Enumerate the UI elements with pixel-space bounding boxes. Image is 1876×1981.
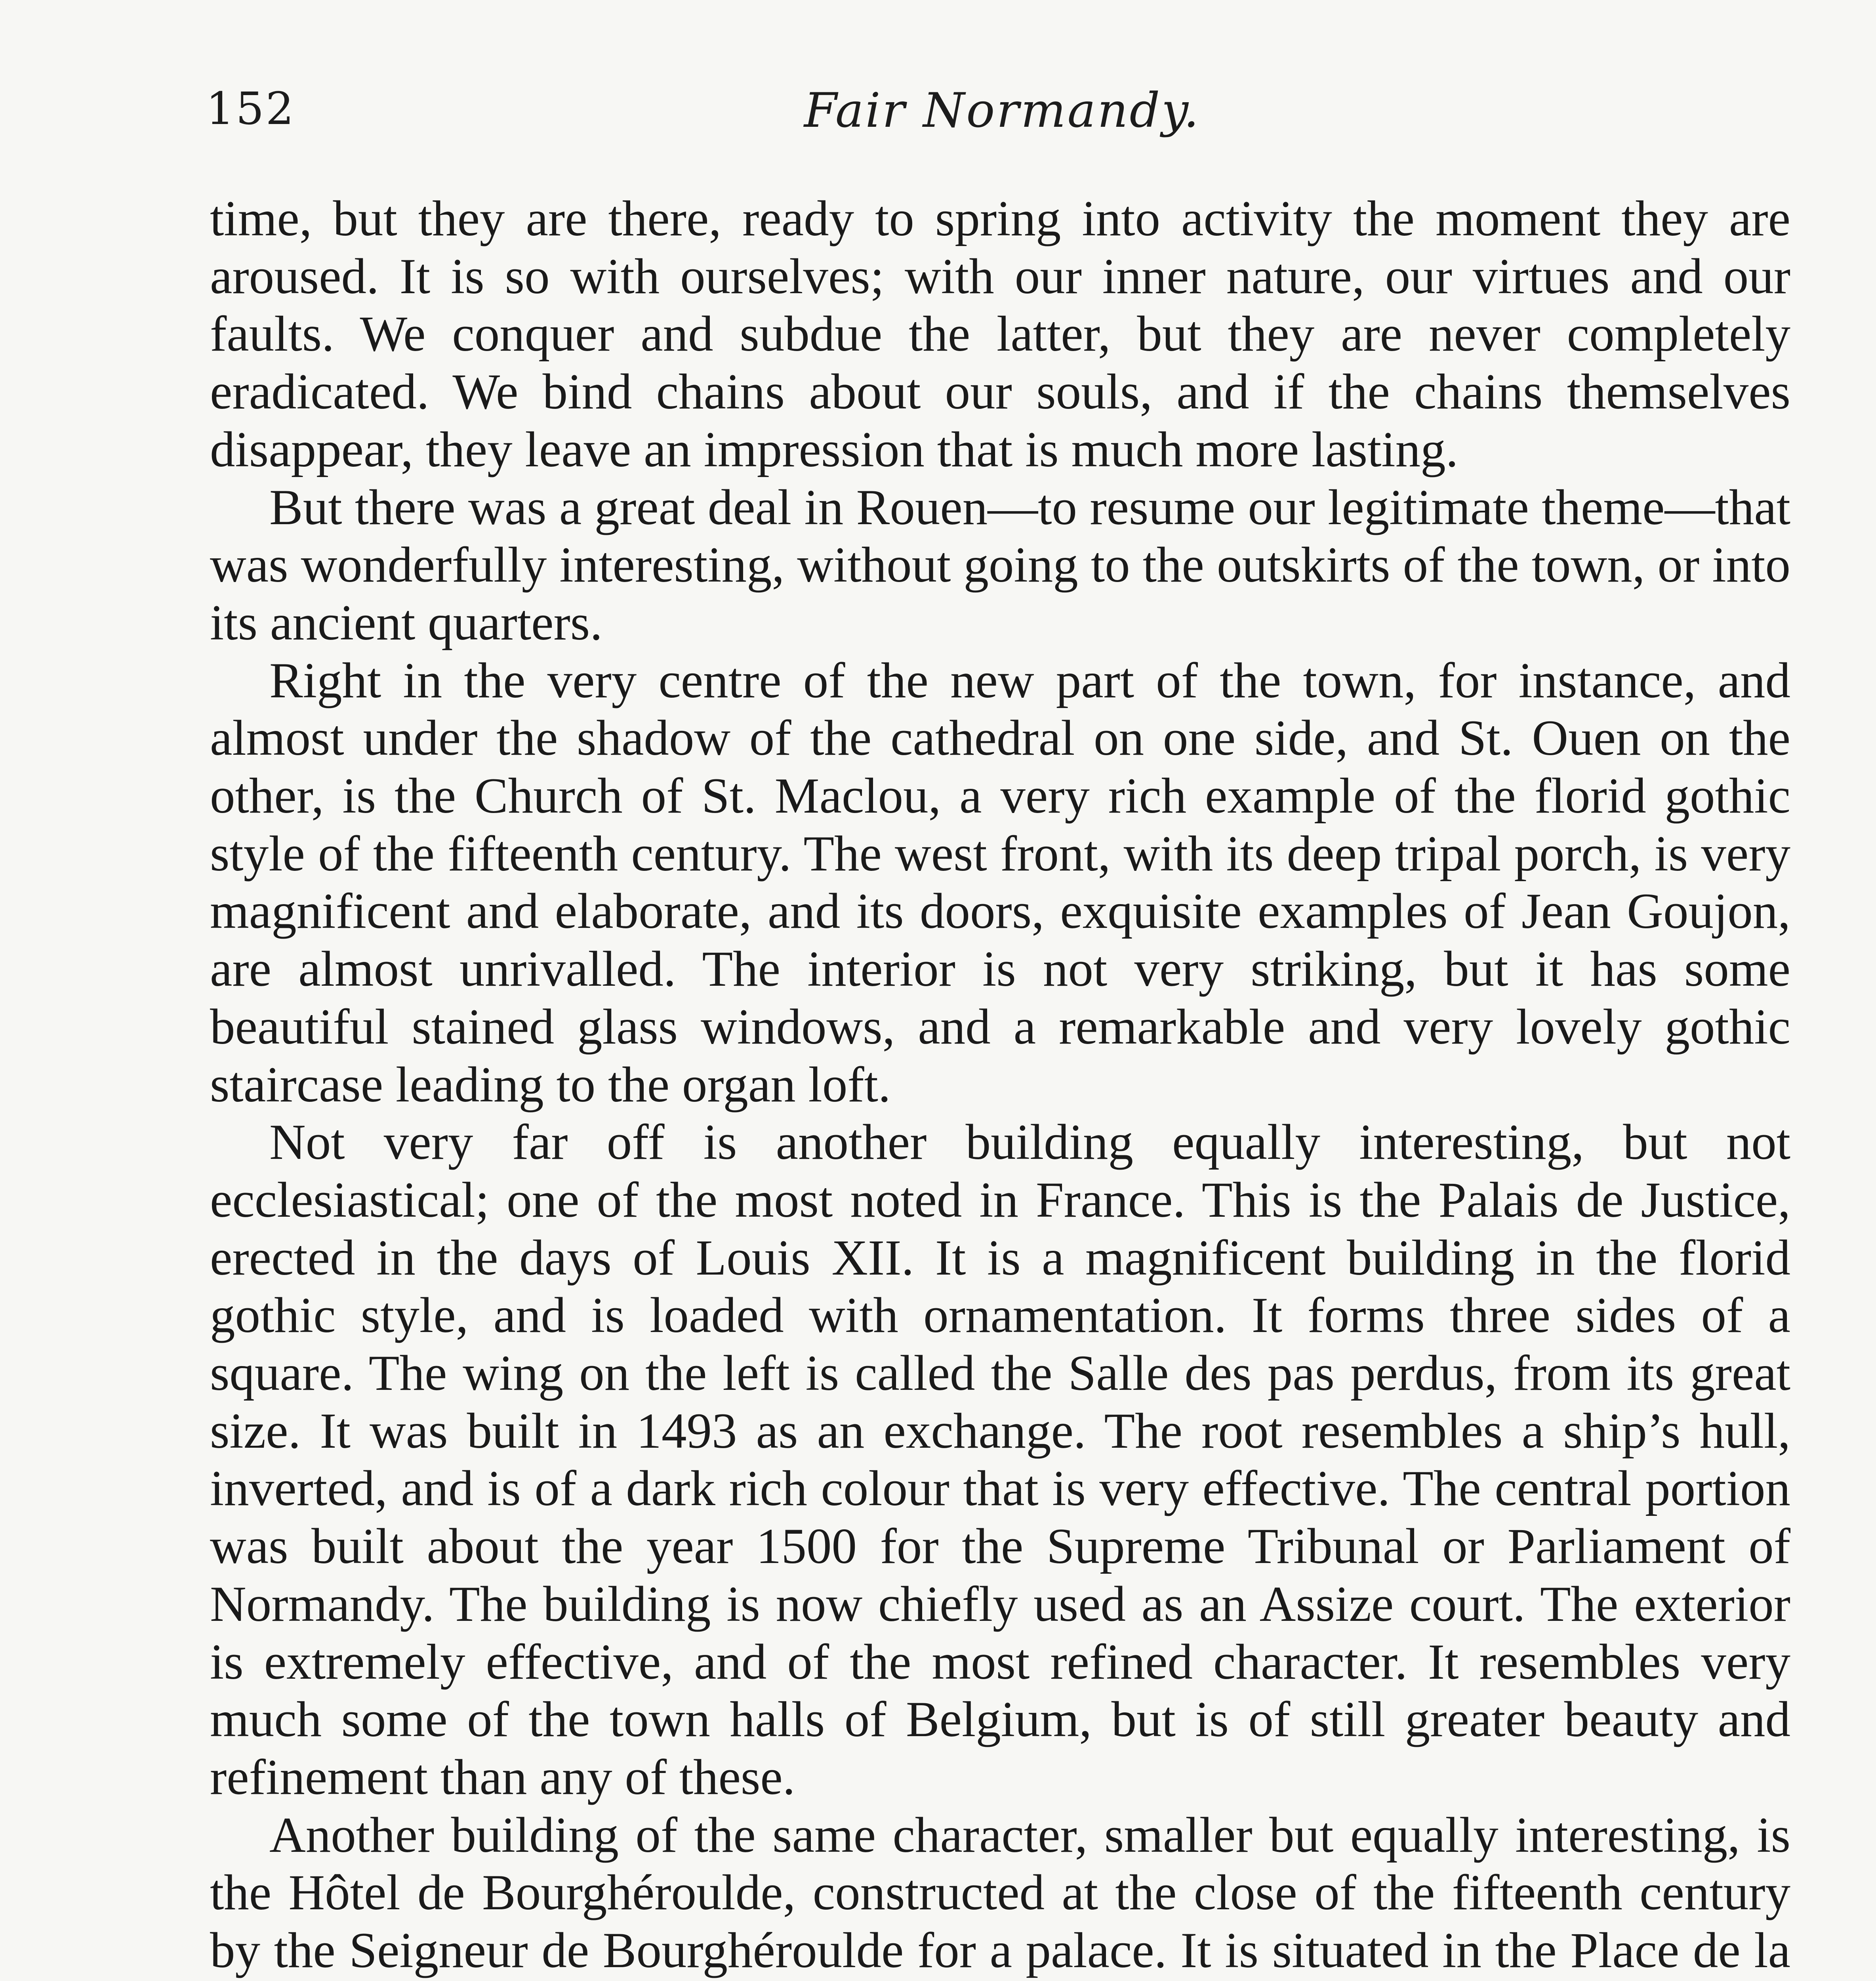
paragraph: But there was a great deal in Rouen—to resume our legitimate theme—that was wonderfully interesting, without going to the outskirts of the town, or into its ancient quarters. (210, 479, 1790, 651)
paragraph: time, but they are there, ready to spring into activity the moment they are aroused. It is so with ourselves; with our inner nature, our virtues and our faults. We conquer and subdue the latter, but they are never completely eradicated. We bind chains about our souls, and if the chains themselves disappear, they leave an impression that is much more lasting. (210, 191, 1790, 477)
running-title: Fair Normandy. (804, 83, 1201, 138)
paragraph: Another building of the same character, smaller but equally interesting, is the Hôtel de Bourghéroulde, constructed at the close of the fifteenth century by the Seigneur de Bourghéroulde for a palace. It is situated in the Place de la (210, 1807, 1790, 1979)
paragraph: Not very far off is another building equally interesting, but not ecclesiastical; one of the most noted in France. This is the Palais de Justice, erected in the days of Louis XII. It is a magnificent building in the florid gothic style, and is loaded with ornamentation. It forms three sides of a square. The wing on the left is called the Salle des pas perdus, from its great size. It was built in 1493 as an exchange. The root resembles a ship’s hull, inverted, and is of a dark rich colour that is very effective. The central portion was built about the year 1500 for the Supreme Tribunal or Parliament of Normandy. The building is now chiefly used as an Assize court. The exterior is extremely effective, and of the most refined character. It resembles very much some of the town halls of Belgium, but is of still greater beauty and refinement than any of these. (210, 1115, 1790, 1805)
paragraph: Right in the very centre of the new part of the town, for instance, and almost under the shadow of the cathedral on one side, and St. Ouen on the other, is the Church of St. Maclou, a very rich example of the florid gothic style of the fifteenth century. The west front, with its deep tripal porch, is very magnificent and elaborate, and its doors, exquisite examples of Jean Goujon, are almost unrivalled. The interior is not very striking, but it has some beautiful stained glass windows, and a remarkable and very lovely gothic staircase leading to the organ loft. (210, 653, 1790, 1113)
running-head (206, 75, 1798, 162)
body-text (210, 190, 1790, 1981)
page-number: 152 (206, 83, 296, 135)
